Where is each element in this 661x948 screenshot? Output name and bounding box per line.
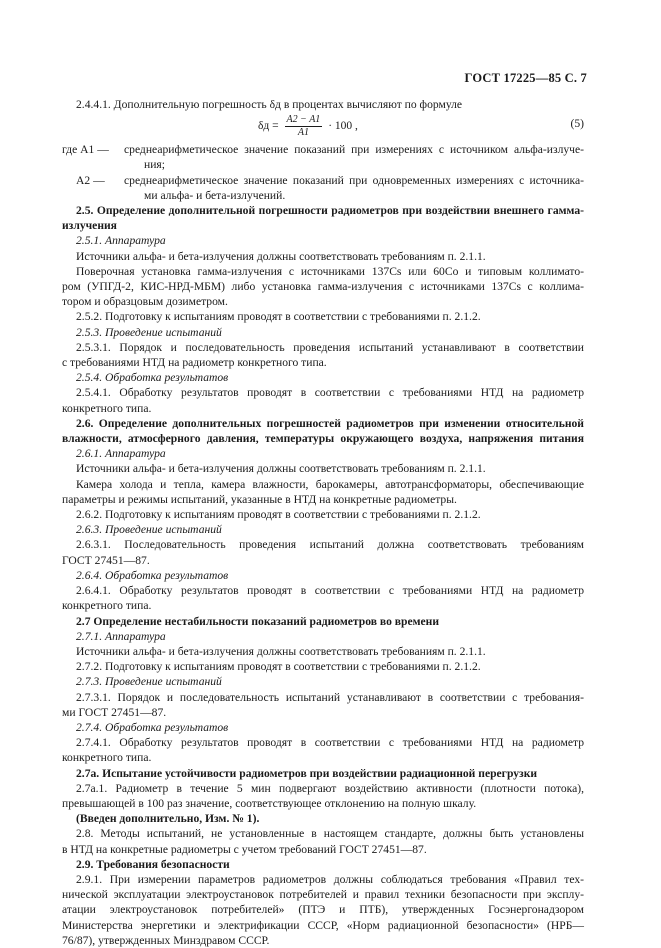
text-2-7-1-sources: Источники альфа- и бета-излучения должны соответствовать требованиям п. 2.1.1. [76, 644, 486, 658]
text-2-6-1-sources: Источники альфа- и бета-излучения должны соответствовать требованиям п. 2.1.1. [76, 462, 486, 476]
definition-a2-label: A2 — [76, 173, 105, 187]
paragraph-2-5-3-1-line1: 2.5.3.1. Порядок и последовательность проведения испытаний устанавливают в соответствии [76, 340, 584, 354]
amendment-note: (Введен дополнительно, Изм. № 1). [76, 812, 260, 826]
heading-2-5-line1: 2.5. Определение дополнительной погрешности радиометров при воздействии внешнего гамма- [76, 204, 584, 218]
formula-fraction [285, 114, 323, 139]
paragraph-2-9-1-line1: 2.9.1. При измерении параметров радиометров должны соблюдаться требования «Правил тех- [76, 872, 584, 886]
definition-a1-line2: ния; [144, 158, 165, 172]
definition-a1-label: где A1 — [62, 143, 109, 157]
paragraph-2-7-3-1-line1: 2.7.3.1. Порядок и последовательность испытаний устанавливают в соответствии с требования- [76, 690, 584, 704]
paragraph-2-6-2: 2.6.2. Подготовку к испытаниям проводят в соответствии с требованиями п. 2.1.2. [76, 508, 481, 522]
paragraph-2-6-3-1-line2: ГОСТ 27451—87. [62, 553, 150, 567]
text-2-6-1-line1: Камера холода и тепла, камера влажности, барокамеры, автотрансформаторы, обеспечивающие [76, 477, 584, 491]
paragraph-2-6-4-1-line1: 2.6.4.1. Обработку результатов проводят в соответствии с требованиями НТД на радиометр [76, 584, 584, 598]
paragraph-2-9-1-line5: 76/87), утвержденных Минздравом СССР. [62, 933, 270, 947]
paragraph-2-5-3-1-line2: с требованиями НТД на радиометр конкретного типа. [62, 356, 327, 370]
formula-numerator: A2 − A1 [286, 114, 321, 126]
definition-a2-line2: ми альфа- и бета-излучений. [144, 188, 286, 202]
heading-2-6-line2: влажности, атмосферного давления, температуры окружающего воздуха, напряжения питания [62, 432, 584, 446]
paragraph-2-5-4-1-line2: конкретного типа. [62, 401, 152, 415]
heading-2-7a: 2.7а. Испытание устойчивости радиометров при воздействии радиационной перегрузки [76, 766, 538, 780]
paragraph-2-7-4-1-line1: 2.7.4.1. Обработку результатов проводят в соответствии с требованиями НТД на радиометр [76, 736, 584, 750]
formula-expression [258, 114, 358, 139]
text-2-5-1-sources: Источники альфа- и бета-излучения должны соответствовать требованиям п. 2.1.1. [76, 249, 486, 263]
paragraph-2-6-3-1-line1: 2.6.3.1. Последовательность проведения испытаний должна соответствовать требованиям [76, 538, 584, 552]
paragraph-2-8-line1: 2.8. Методы испытаний, не установленные в настоящем стандарте, должны быть установлены [76, 827, 584, 841]
paragraph-2-9-1-line4: Министерства энергетики и электрификации СССР, «Норм радиационной безопасности» (НРБ— [62, 918, 584, 932]
paragraph-2-4-4-1: 2.4.4.1. Дополнительную погрешность δд в процентах вычисляют по формуле [76, 98, 463, 111]
paragraph-2-7a-1-line2: превышающей в 100 раз значение, соответствующее отклонению на полную шкалу. [62, 796, 477, 810]
heading-2-6-4: 2.6.4. Обработка результатов [76, 568, 229, 582]
heading-2-6-1: 2.6.1. Аппаратура [76, 447, 166, 461]
formula-lhs: δд = [258, 120, 279, 133]
definition-a1-line1: среднеарифметическое значение показаний при измерениях с источником альфа-излуче- [124, 143, 584, 157]
document-body [62, 97, 584, 948]
heading-2-5-4: 2.5.4. Обработка результатов [76, 371, 229, 385]
definition-a2-line1: среднеарифметическое значение показаний при одновременных измерениях с источника- [124, 173, 584, 187]
paragraph-2-5-4-1-line1: 2.5.4.1. Обработку результатов проводят в соответствии с требованиями НТД на радиометр [76, 386, 584, 400]
definition-a2 [62, 173, 584, 203]
paragraph-2-9-1-line2: нической эксплуатации электроустановок потребителей и правил техники безопасности при эксплу- [62, 888, 584, 902]
formula-rhs: · 100 , [328, 120, 358, 133]
paragraph-2-7-2: 2.7.2. Подготовку к испытаниям проводят в соответствии с требованиями п. 2.1.2. [76, 660, 481, 674]
heading-2-9: 2.9. Требования безопасности [76, 857, 230, 871]
heading-2-5-line2: излучения [62, 219, 117, 233]
formula-5 [62, 112, 584, 142]
heading-2-7-3: 2.7.3. Проведение испытаний [76, 675, 222, 689]
text-2-6-1-line2: параметры и режимы испытаний, указанные в НТД на конкретные радиометры. [62, 492, 457, 506]
paragraph-2-7-3-1-line2: ми ГОСТ 27451—87. [62, 705, 167, 719]
text-2-5-1-line3: тором и образцовым дозиметром. [62, 295, 228, 309]
heading-2-7: 2.7 Определение нестабильности показаний радиометров во времени [76, 614, 440, 628]
paragraph-2-7-4-1-line2: конкретного типа. [62, 751, 152, 765]
heading-2-6-3: 2.6.3. Проведение испытаний [76, 523, 222, 537]
running-header: ГОСТ 17225—85 С. 7 [464, 71, 587, 85]
heading-2-7-1: 2.7.1. Аппаратура [76, 629, 166, 643]
text-2-5-1-line1: Поверочная установка гамма-излучения с источниками 137Cs или 60Co и типовым коллимато- [76, 264, 584, 278]
heading-2-5-1: 2.5.1. Аппаратура [76, 234, 166, 248]
paragraph-2-8-line2: в НТД на конкретные радиометры с учетом требований ГОСТ 27451—87. [62, 842, 427, 856]
paragraph-2-6-4-1-line2: конкретного типа. [62, 599, 152, 613]
paragraph-2-7a-1-line1: 2.7а.1. Радиометр в течение 5 мин подвергают воздействию активности (плотности потока), [76, 781, 584, 795]
formula-denominator: A1 [297, 127, 309, 139]
heading-2-6-line1: 2.6. Определение дополнительных погрешностей радиометров при изменении относительной [76, 416, 584, 430]
definition-a1 [62, 142, 584, 172]
text-2-5-1-line2: ром (УПГД-2, КИС-НРД-МБМ) либо установка гамма-излучения с источниками 137Cs с коллима- [62, 280, 584, 294]
paragraph-2-9-1-line3: атации электроустановок потребителей» (ПТЭ и ПТБ), утвержденных Госэнергонадзором [62, 903, 584, 917]
heading-2-5-3: 2.5.3. Проведение испытаний [76, 325, 222, 339]
heading-2-7-4: 2.7.4. Обработка результатов [76, 720, 229, 734]
paragraph-2-5-2: 2.5.2. Подготовку к испытаниям проводят в соответствии с требованиями п. 2.1.2. [76, 310, 481, 324]
formula-number: (5) [570, 117, 584, 131]
